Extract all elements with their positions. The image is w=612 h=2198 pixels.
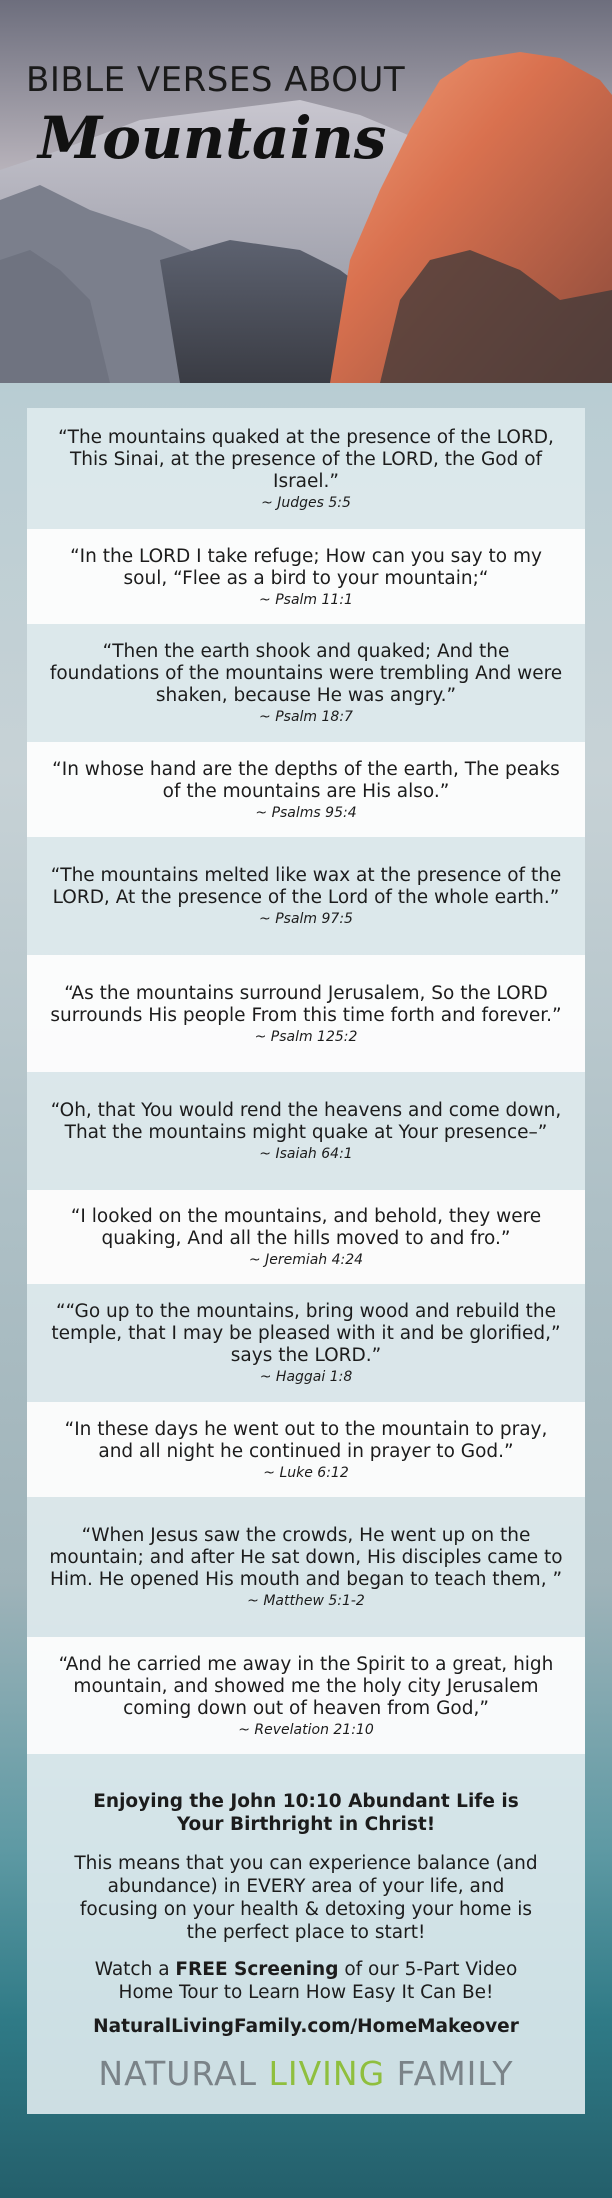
verse-text: “In whose hand are the depths of the earth, The peaks of the mountains are His also.” (52, 758, 560, 802)
verse-reference: ~ Psalm 11:1 (259, 591, 353, 608)
header-banner (0, 0, 612, 383)
cta-watch-bold: FREE Screening (175, 1959, 339, 1980)
logo-word-living: LIVING (268, 2054, 386, 2093)
verse-item (27, 1497, 585, 1637)
verse-reference: ~ Isaiah 64:1 (259, 1146, 353, 1162)
verse-reference: ~ Judges 5:5 (261, 494, 351, 511)
cta-heading: Enjoying the John 10:10 Abundant Life is Your Birthright in Christ! (93, 1791, 519, 1835)
verse-text: “Then the earth shook and quaked; And the foundations of the mountains were trembling And were shaken, because He was angry.” (49, 641, 563, 706)
verse-item (27, 1190, 585, 1284)
verse-item (27, 408, 585, 529)
verse-text: “In these days he went out to the mountain to pray, and all night he continued in prayer to God.” (64, 1418, 548, 1462)
verse-item (27, 1284, 585, 1402)
verse-reference: ~ Psalms 95:4 (255, 804, 357, 821)
cta-url-link[interactable]: NaturalLivingFamily.com/HomeMakeover (93, 2016, 519, 2037)
verse-item (27, 1402, 585, 1497)
verses-panel (27, 408, 585, 2174)
verse-reference: ~ Matthew 5:1-2 (247, 1593, 365, 1609)
verse-reference: ~ Luke 6:12 (263, 1464, 349, 1481)
verse-reference: ~ Psalm 18:7 (259, 709, 353, 725)
call-to-action (27, 1754, 585, 2114)
verse-text: “The mountains melted like wax at the presence of the LORD, At the presence of the Lord of the whole earth.” (50, 865, 562, 908)
verse-item (27, 955, 585, 1072)
verse-text: “I looked on the mountains, and behold, they were quaking, And all the hills moved to and fro.” (70, 1206, 542, 1249)
cta-watch (71, 1958, 541, 2004)
verse-reference: ~ Revelation 21:10 (238, 1721, 374, 1738)
title-line1: BIBLE VERSES ABOUT (26, 60, 406, 100)
verse-item (27, 624, 585, 742)
title-line2: Mountains (38, 104, 387, 172)
verse-reference: ~ Jeremiah 4:24 (248, 1252, 364, 1268)
verse-item (27, 742, 585, 837)
verse-text: “When Jesus saw the crowds, He went up on the mountain; and after He sat down, His disciples came to Him. He opened His mouth and began to teach them, ” (49, 1525, 563, 1590)
verse-text: ““Go up to the mountains, bring wood and rebuild the temple, that I may be pleased with it and be glorified,” says the LORD.” (51, 1301, 561, 1366)
mountain-image (0, 0, 612, 383)
logo-word-family: FAMILY (396, 2054, 514, 2093)
verse-text: “In the LORD I take refuge; How can you say to my soul, “Flee as a bird to your mountain;“ (70, 545, 542, 589)
verse-text: “And he carried me away in the Spirit to a great, high mountain, and showed me the holy city Jerusalem coming down out of heaven from God,” (58, 1653, 554, 1719)
verse-text: “Oh, that You would rend the heavens and come down, That the mountains might quake at Your presence–” (50, 1100, 562, 1143)
verse-item (27, 837, 585, 955)
verse-reference: ~ Haggai 1:8 (259, 1369, 353, 1385)
verse-reference: ~ Psalm 97:5 (259, 911, 353, 927)
verse-item (27, 529, 585, 624)
verse-item (27, 1637, 585, 1754)
logo-word-natural: NATURAL (98, 2054, 257, 2093)
cta-watch-prefix: Watch a (94, 1959, 176, 1980)
cta-body: This means that you can experience balance (and abundance) in EVERY area of your life, and focusing on your health & detoxing your home is the perfect place to start! (74, 1853, 538, 1943)
verse-reference: ~ Psalm 125:2 (254, 1028, 358, 1045)
verse-text: “The mountains quaked at the presence of the LORD, This Sinai, at the presence of the LORD, the God of Israel.” (58, 426, 554, 492)
brand-logo (27, 2054, 585, 2093)
cta-watch-suffix: of our 5-Part Video Home Tour to Learn How Easy It Can Be! (118, 1959, 518, 2003)
verse-text: “As the mountains surround Jerusalem, So the LORD surrounds His people From this time forth and forever.” (50, 982, 562, 1026)
verse-item (27, 1072, 585, 1190)
